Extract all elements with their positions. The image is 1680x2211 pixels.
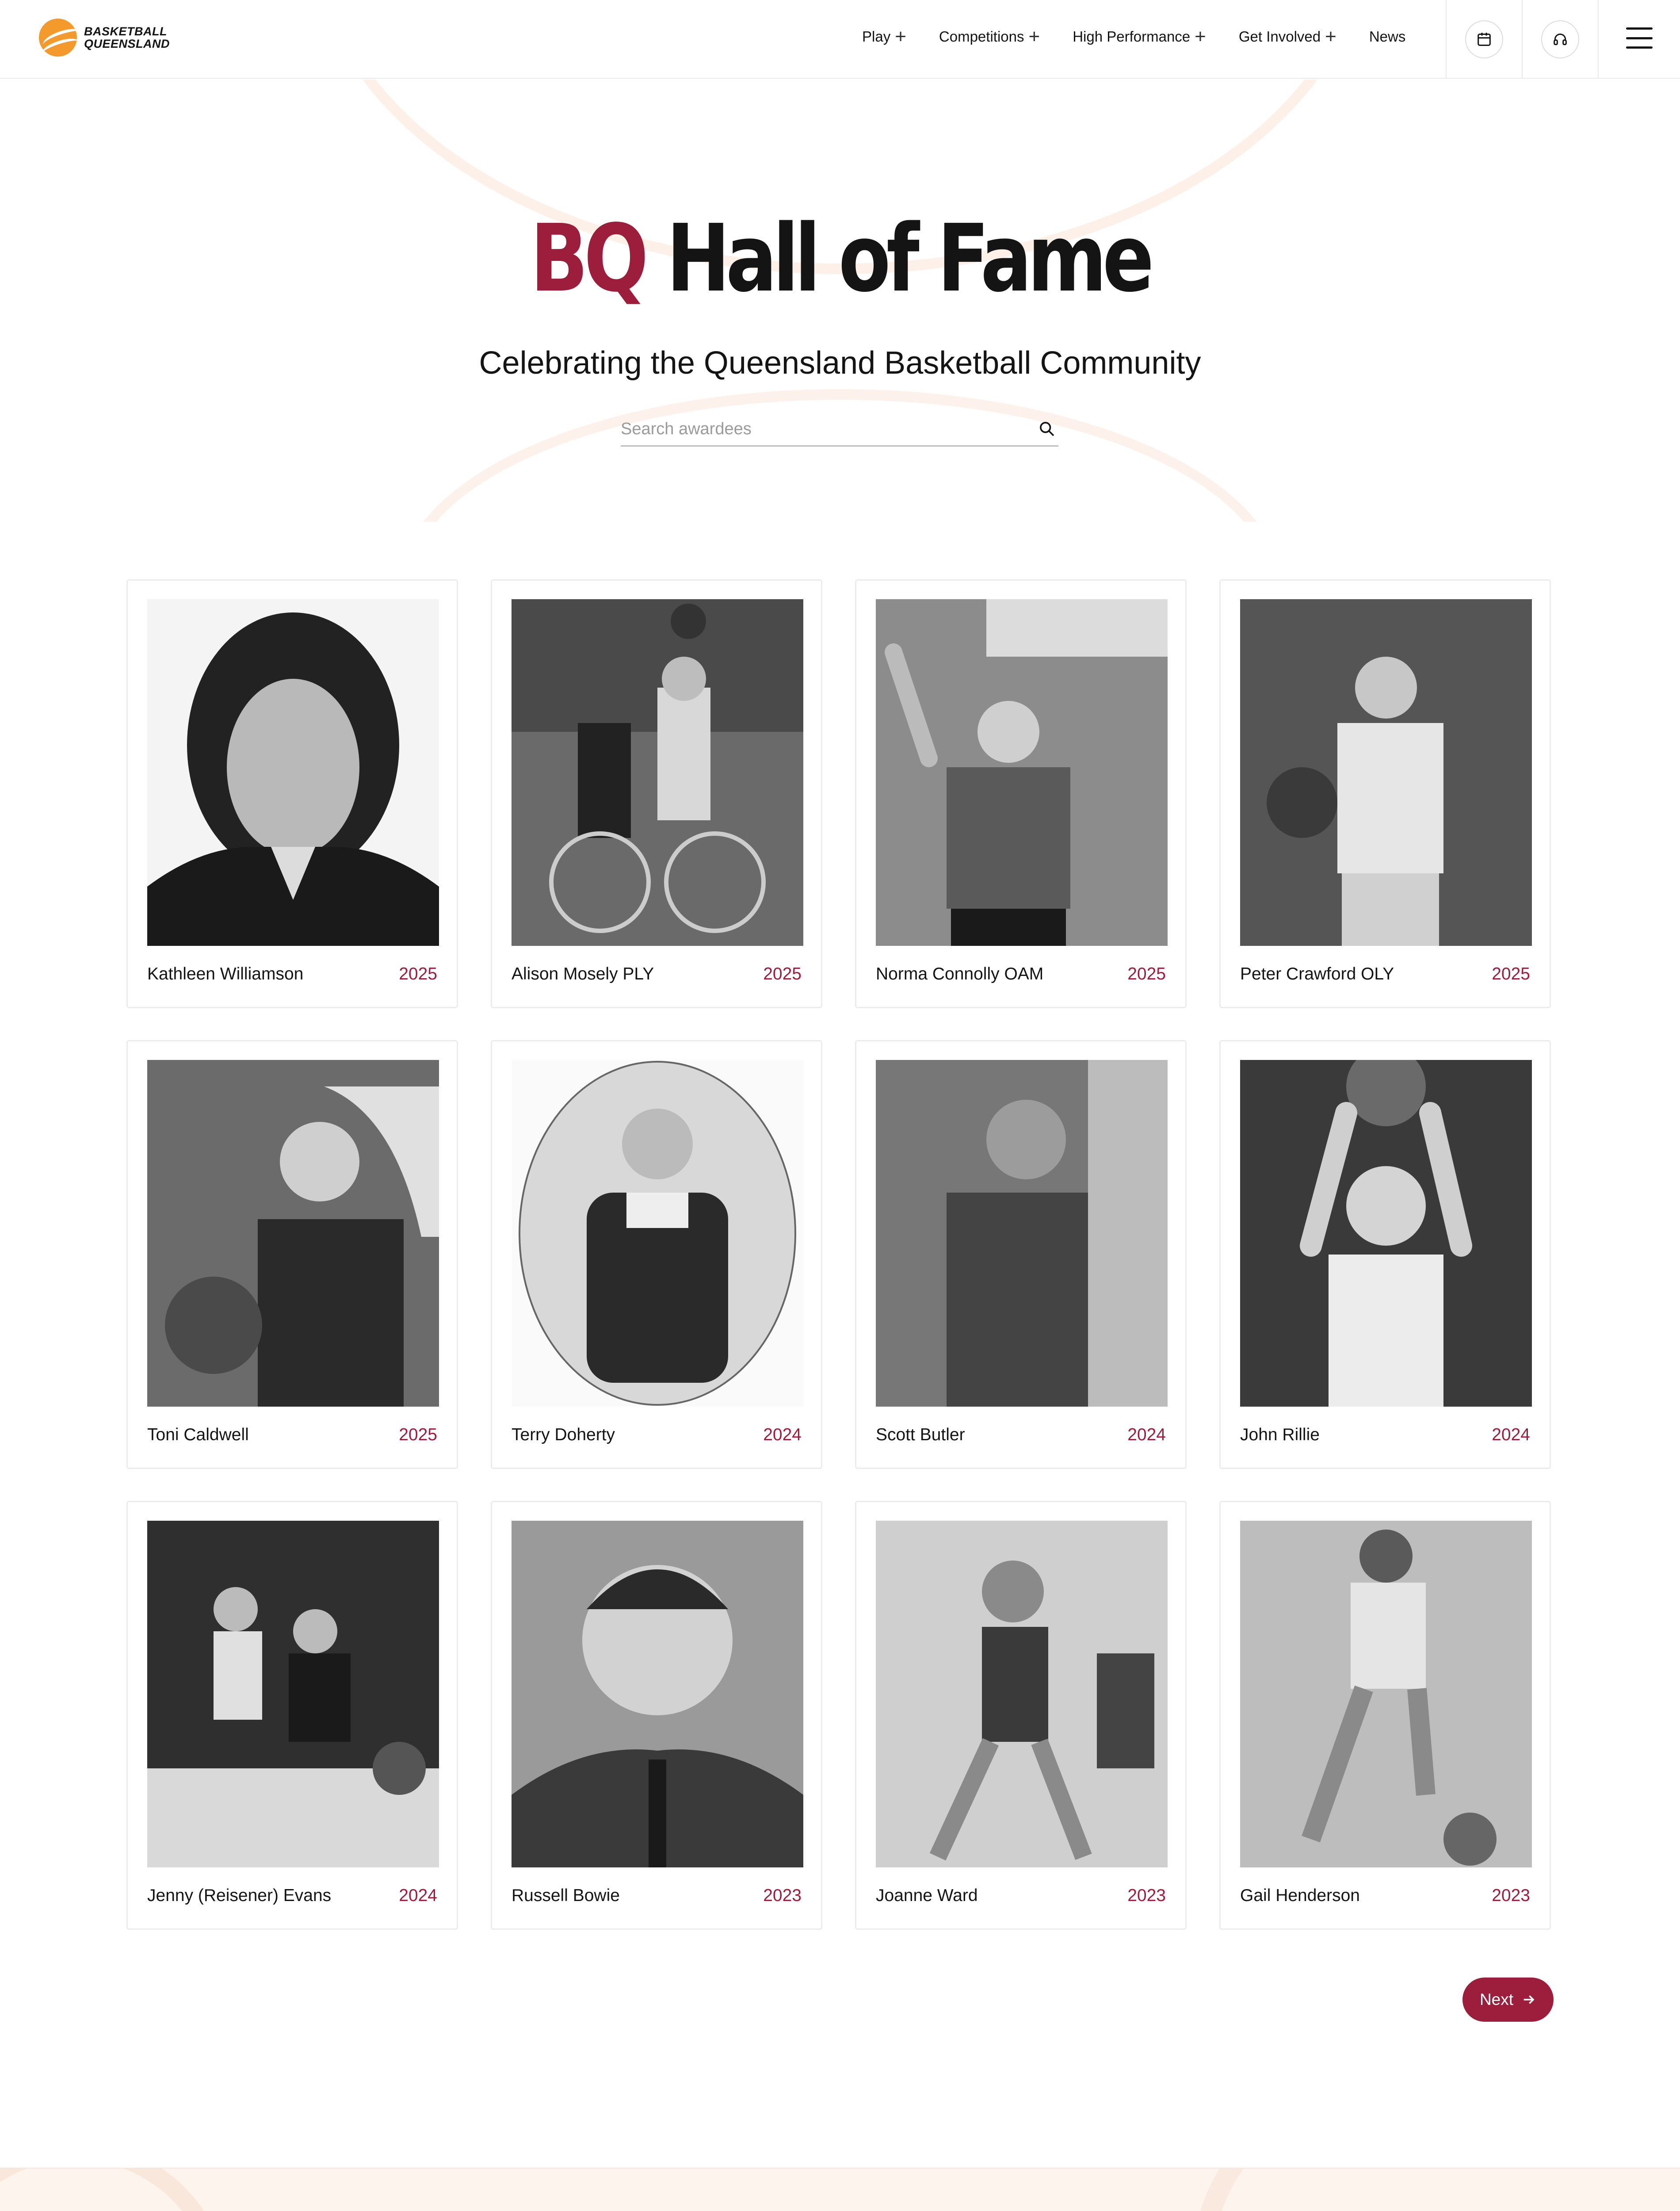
nav-label: Play bbox=[862, 28, 891, 45]
nav-label: Competitions bbox=[939, 28, 1024, 45]
awardee-card[interactable] bbox=[855, 1501, 1187, 1930]
awardee-photo bbox=[1240, 1060, 1532, 1407]
plus-icon: + bbox=[895, 26, 906, 47]
site-header bbox=[0, 0, 1680, 79]
main-nav bbox=[862, 28, 1438, 45]
awardee-year: 2023 bbox=[1492, 1886, 1530, 1905]
awardee-name: Russell Bowie bbox=[512, 1886, 620, 1905]
calendar-icon bbox=[1465, 20, 1503, 58]
awardee-year: 2023 bbox=[763, 1886, 802, 1905]
awardee-card[interactable] bbox=[855, 579, 1187, 1008]
awardee-photo bbox=[876, 1521, 1168, 1867]
awardee-photo bbox=[147, 599, 439, 946]
awardee-card[interactable] bbox=[491, 1040, 822, 1469]
awardee-year: 2025 bbox=[1492, 964, 1530, 983]
nav-label: High Performance bbox=[1073, 28, 1191, 45]
calendar-button[interactable] bbox=[1446, 0, 1522, 79]
plus-icon: + bbox=[1028, 26, 1040, 47]
awardee-year: 2024 bbox=[399, 1886, 437, 1905]
awardee-photo bbox=[1240, 599, 1532, 946]
hero-section bbox=[0, 80, 1680, 522]
logo-line-1: BASKETBALL bbox=[84, 25, 167, 38]
basketball-logo-icon bbox=[39, 19, 77, 57]
awardee-card[interactable] bbox=[491, 1501, 822, 1930]
awardee-name: Joanne Ward bbox=[876, 1886, 978, 1905]
decorative-arc bbox=[0, 2168, 230, 2211]
awardee-year: 2025 bbox=[763, 964, 802, 983]
nav-label: News bbox=[1369, 28, 1406, 45]
decorative-arc bbox=[1194, 2168, 1680, 2211]
page-title bbox=[151, 204, 1529, 313]
nav-item-high-performance[interactable] bbox=[1073, 28, 1206, 45]
awardee-card[interactable] bbox=[855, 1040, 1187, 1469]
awardee-card[interactable] bbox=[126, 579, 458, 1008]
awardee-card[interactable] bbox=[126, 1501, 458, 1930]
about-section bbox=[0, 2168, 1680, 2211]
logo-line-2: QUEENSLAND bbox=[84, 37, 170, 50]
search-icon[interactable] bbox=[1038, 420, 1056, 438]
awardee-year: 2024 bbox=[763, 1425, 802, 1444]
awardee-card[interactable] bbox=[1219, 579, 1551, 1008]
awardee-name: Scott Butler bbox=[876, 1425, 965, 1444]
awardee-card[interactable] bbox=[1219, 1501, 1551, 1930]
awardee-photo bbox=[876, 1060, 1168, 1407]
support-button[interactable] bbox=[1522, 0, 1598, 79]
search-input[interactable] bbox=[621, 416, 1019, 442]
awardee-name: John Rillie bbox=[1240, 1425, 1320, 1444]
awardee-photo bbox=[147, 1060, 439, 1407]
awardee-year: 2025 bbox=[399, 964, 437, 983]
awardee-year: 2024 bbox=[1127, 1425, 1166, 1444]
headset-icon bbox=[1541, 20, 1579, 58]
decorative-arc bbox=[398, 389, 1282, 522]
nav-item-news[interactable] bbox=[1369, 28, 1406, 45]
awardee-name: Toni Caldwell bbox=[147, 1425, 249, 1444]
awardee-year: 2023 bbox=[1127, 1886, 1166, 1905]
awardee-photo bbox=[1240, 1521, 1532, 1867]
awardee-name: Alison Mosely PLY bbox=[512, 964, 654, 983]
awardee-year: 2024 bbox=[1492, 1425, 1530, 1444]
awardee-card[interactable] bbox=[126, 1040, 458, 1469]
awardee-photo bbox=[876, 599, 1168, 946]
awardee-name: Peter Crawford OLY bbox=[1240, 964, 1394, 983]
logo-wordmark bbox=[84, 25, 170, 50]
awardee-year: 2025 bbox=[399, 1425, 437, 1444]
awardee-card[interactable] bbox=[491, 579, 822, 1008]
awardee-name: Gail Henderson bbox=[1240, 1886, 1360, 1905]
menu-icon bbox=[1626, 27, 1653, 49]
menu-button[interactable] bbox=[1598, 0, 1680, 79]
next-label: Next bbox=[1479, 1990, 1514, 2008]
nav-item-play[interactable] bbox=[862, 28, 906, 45]
awardee-name: Jenny (Reisener) Evans bbox=[147, 1886, 332, 1905]
arrow-right-icon bbox=[1521, 1992, 1536, 2007]
page-subtitle: Celebrating the Queensland Basketball Community bbox=[479, 345, 1201, 381]
awardee-name: Norma Connolly OAM bbox=[876, 964, 1044, 983]
plus-icon: + bbox=[1325, 26, 1336, 47]
site-logo[interactable] bbox=[39, 19, 170, 57]
title-accent: BQ bbox=[530, 204, 645, 313]
nav-label: Get Involved bbox=[1238, 28, 1321, 45]
awardee-photo bbox=[512, 1060, 803, 1407]
title-rest: Hall of Fame bbox=[666, 204, 1150, 313]
awardee-card[interactable] bbox=[1219, 1040, 1551, 1469]
plus-icon: + bbox=[1195, 26, 1206, 47]
awardee-year: 2025 bbox=[1127, 964, 1166, 983]
next-page-button[interactable] bbox=[1462, 1978, 1554, 2022]
search-box bbox=[621, 416, 1058, 447]
nav-item-get-involved[interactable] bbox=[1239, 28, 1336, 45]
awardee-photo bbox=[147, 1521, 439, 1867]
awardee-photo bbox=[512, 599, 803, 946]
awardee-name: Kathleen Williamson bbox=[147, 964, 304, 983]
nav-item-competitions[interactable] bbox=[939, 28, 1040, 45]
awardee-photo bbox=[512, 1521, 803, 1867]
awardee-name: Terry Doherty bbox=[512, 1425, 615, 1444]
